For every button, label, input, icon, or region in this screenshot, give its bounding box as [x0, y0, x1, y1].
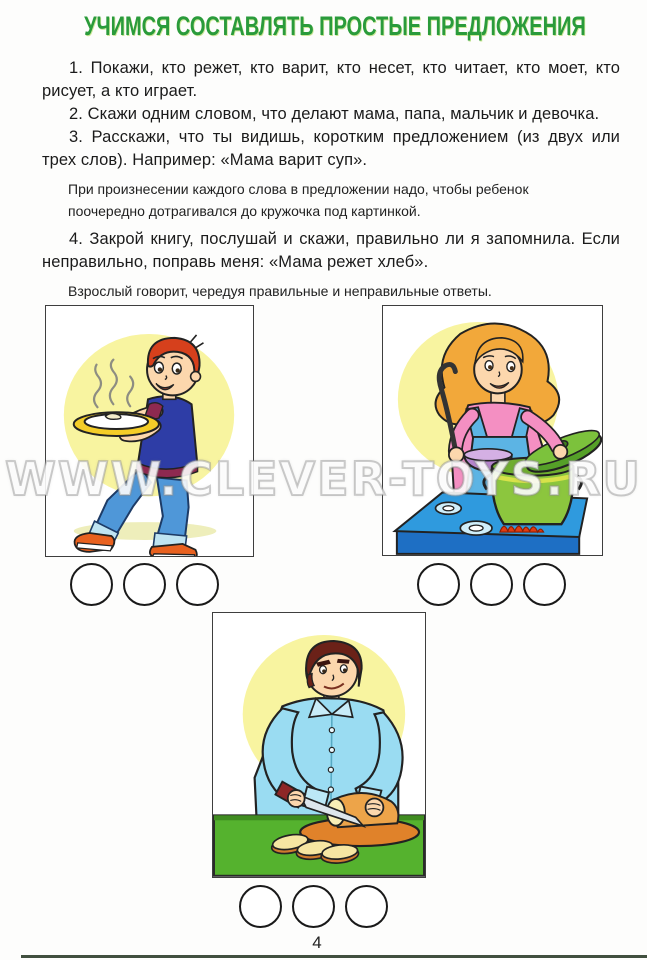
mama-cooking-soup-illustration: [382, 305, 603, 556]
answer-circle: [239, 885, 282, 928]
answer-circle: [417, 563, 460, 606]
papa-cutting-bread-illustration: [212, 612, 426, 878]
boy-carrying-plate-drawing: [46, 306, 253, 556]
parent-note-2: Взрослый говорит, чередуя правильные и неправильные ответы.: [68, 283, 492, 299]
answer-circle: [292, 885, 335, 928]
instruction-1: 1. Покажи, кто режет, кто варит, кто несет, кто читает, кто моет, кто рисует, а кто играет.: [42, 59, 620, 100]
answer-circle: [523, 563, 566, 606]
answer-circles-row-2: [417, 563, 566, 606]
page-title: УЧИМСЯ СОСТАВЛЯТЬ ПРОСТЫЕ ПРЕДЛОЖЕНИЯ: [84, 11, 586, 41]
boy-carrying-plate-illustration: [45, 305, 254, 557]
answer-circle: [176, 563, 219, 606]
answer-circle: [345, 885, 388, 928]
answer-circle: [470, 563, 513, 606]
instruction-2: 2. Скажи одним словом, что делают мама, папа, мальчик и девочка.: [69, 105, 600, 123]
instruction-3: 3. Расскажи, что ты видишь, коротким предложением (из двух или трех слов). Например: «Мама варит суп».: [42, 128, 620, 169]
instruction-4: 4. Закрой книгу, послушай и скажи, правильно ли я запомнила. Если неправильно, поправь меня: «Мама режет хлеб».: [42, 230, 620, 271]
answer-circles-row-3: [239, 885, 388, 928]
mama-cooking-soup-drawing: [383, 306, 602, 555]
answer-circle: [70, 563, 113, 606]
instructions-block: [42, 57, 620, 302]
parent-note-1: При произнесении каждого слова в предложении надо, чтобы ребенок поочередно дотрагивался до кружочка под картинкой.: [68, 181, 529, 219]
answer-circle: [123, 563, 166, 606]
site-watermark: WWW.CLEVER-TOYS.RU: [5, 452, 642, 506]
page-number: 4: [312, 933, 322, 952]
papa-cutting-bread-drawing: [213, 613, 425, 877]
footer-rule: [21, 955, 647, 958]
answer-circles-row-1: [70, 563, 219, 606]
